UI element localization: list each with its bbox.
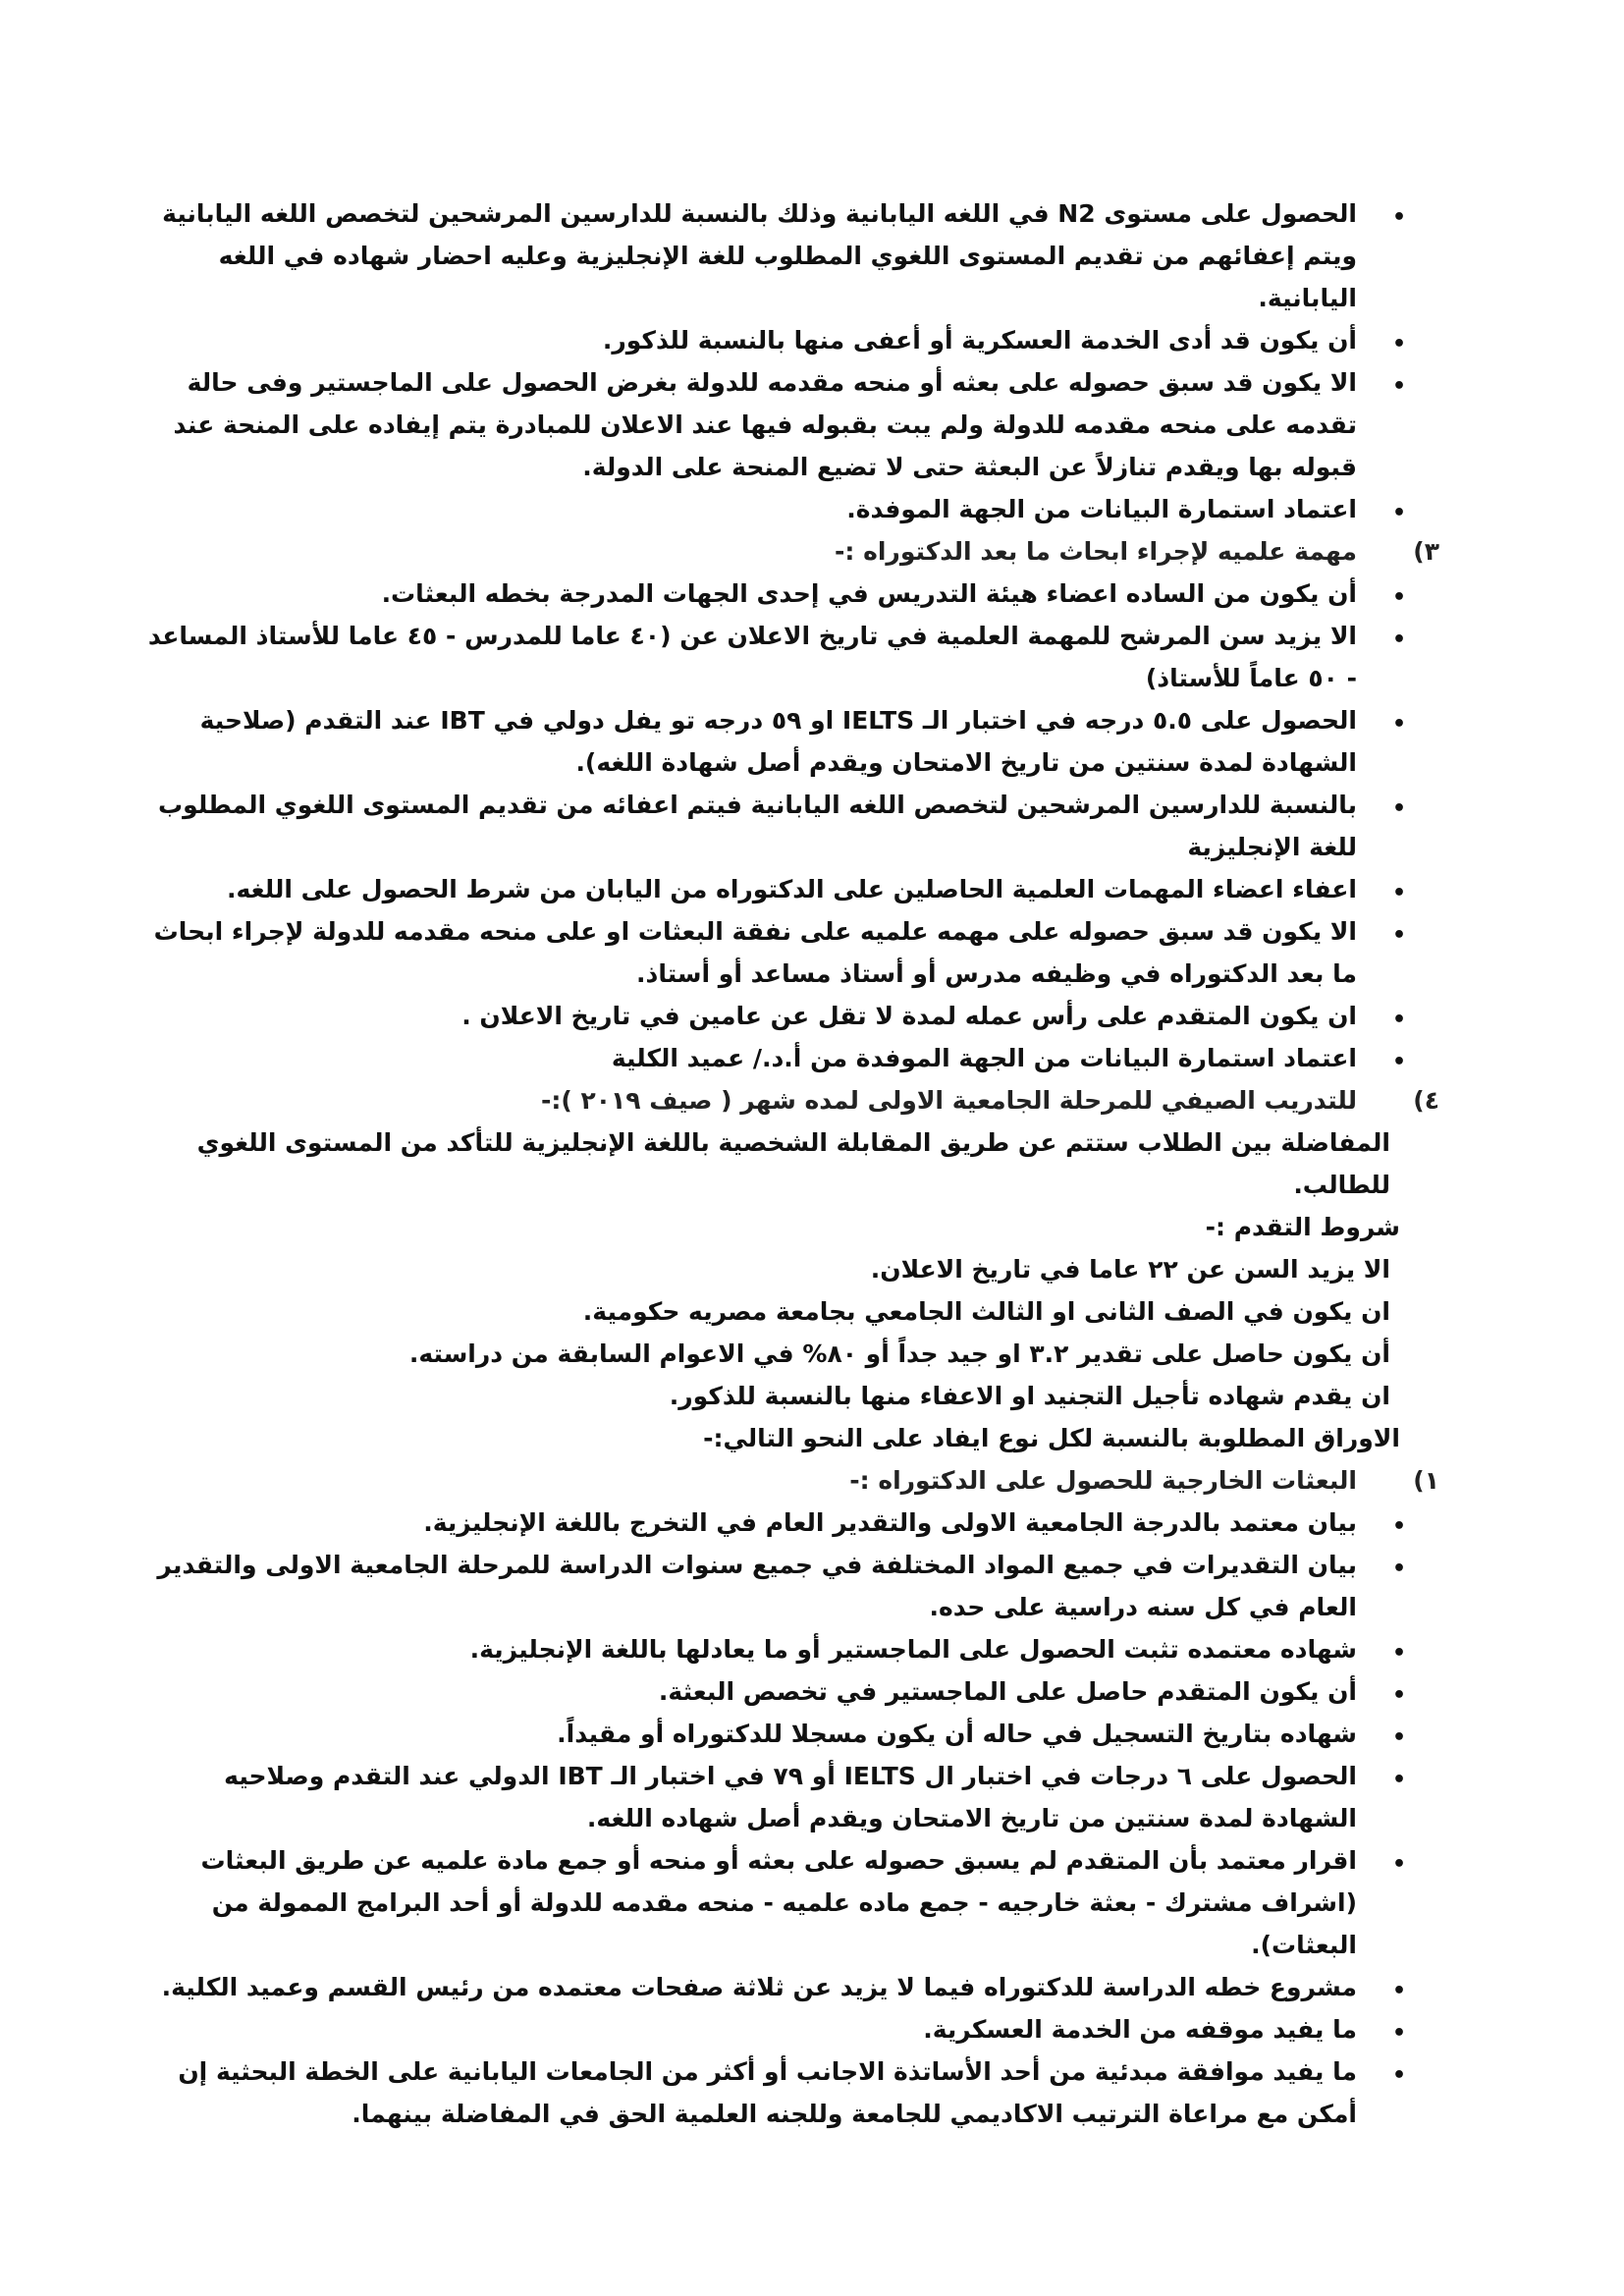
list-item: ان يكون في الصف الثانى او الثالث الجامعي بجامعة مصريه حكومية. [582, 1297, 1390, 1326]
list-item: • الا يكون قد سبق حصوله على مهمه علميه على نفقة البعثات او على منحه مقدمه للدولة لإجراء ابحاث ما بعد الدكتوراه في وظيفه مدرس أو أستاذ مساعد أو أستاذ. [147, 910, 1414, 995]
list-item: • الا يزيد سن المرشح للمهمة العلمية في تاريخ الاعلان عن (٤٠ عاما للمدرس - ٤٥ عاما للأستاذ المساعد - ٥٠ عاماً للأستاذ) [147, 615, 1414, 699]
section-number: ١) [1413, 1466, 1439, 1495]
list-item: • الحصول على مستوى N2 في اللغه اليابانية وذلك بالنسبة للدارسين المرشحين لتخصص اللغه اليابانية ويتم إعفائهم من تقديم المستوى اللغوي المطلوب للغة الإنجليزية وعليه احضار شهاده في اللغه اليابانية. [147, 192, 1414, 319]
section-title: للتدريب الصيفي للمرحلة الجامعية الاولى لمده شهر ( صيف ٢٠١٩ ):- [540, 1086, 1357, 1115]
list-item: • مشروع خطه الدراسة للدكتوراه فيما لا يزيد عن ثلاثة صفحات معتمده من رئيس القسم وعميد الكلية. [147, 1966, 1414, 2008]
list-item: • بيان التقديرات في جميع المواد المختلفة في جميع سنوات الدراسة للمرحلة الجامعية الاولى والتقدير العام في كل سنه دراسية على حده. [147, 1544, 1414, 1628]
papers-1-list [147, 1502, 1414, 2135]
requirements-list-continued [147, 192, 1414, 530]
list-item: الا يزيد السن عن ٢٢ عاما في تاريخ الاعلان. [870, 1255, 1390, 1284]
section-4-heading [147, 1079, 1439, 1121]
list-item: • الحصول على ٦ درجات في اختبار ال IELTS أو ٧٩ في اختبار الـ IBT الدولي عند التقدم وصلاحيه الشهادة لمدة سنتين من تاريخ الامتحان ويقدم أصل شهاده اللغه. [147, 1755, 1414, 1839]
section-3-heading [147, 530, 1439, 573]
list-item: • الحصول على ٥.٥ درجه في اختبار الـ IELTS او ٥٩ درجه تو يفل دولي في IBT عند التقدم (صلاحية الشهادة لمدة سنتين من تاريخ الامتحان ويقدم أصل شهادة اللغه). [147, 699, 1414, 784]
document-page [147, 192, 1439, 2135]
list-item: • ما يفيد موقفه من الخدمة العسكرية. [147, 2008, 1414, 2050]
list-item: • اقرار معتمد بأن المتقدم لم يسبق حصوله على بعثه أو منحه أو جمع مادة علميه عن طريق البعثات (اشراف مشترك - بعثة خارجيه - جمع ماده علميه - منحه مقدمه للدولة أو أحد البرامج الممولة من البعثات). [147, 1839, 1414, 1966]
list-item: • اعتماد استمارة البيانات من الجهة الموفدة من أ.د./ عميد الكلية [147, 1037, 1414, 1079]
section-number: ٣) [1413, 537, 1439, 566]
list-item: • شهاده معتمده تثبت الحصول على الماجستير أو ما يعادلها باللغة الإنجليزية. [147, 1628, 1414, 1670]
list-item: • أن يكون المتقدم حاصل على الماجستير في تخصص البعثة. [147, 1670, 1414, 1713]
list-item: • بالنسبة للدارسين المرشحين لتخصص اللغه اليابانية فيتم اعفائه من تقديم المستوى اللغوي المطلوب للغة الإنجليزية [147, 784, 1414, 868]
section-title: البعثات الخارجية للحصول على الدكتوراه :- [849, 1466, 1357, 1495]
list-item: • شهاده بتاريخ التسجيل في حاله أن يكون مسجلا للدكتوراه أو مقيداً. [147, 1713, 1414, 1755]
section-title: مهمة علميه لإجراء ابحاث ما بعد الدكتوراه :- [835, 537, 1357, 566]
list-item: • بيان معتمد بالدرجة الجامعية الاولى والتقدير العام في التخرج باللغة الإنجليزية. [147, 1502, 1414, 1544]
conditions-title: شروط التقدم :- [1205, 1213, 1400, 1241]
list-item: • اعفاء اعضاء المهمات العلمية الحاصلين على الدكتوراه من اليابان من شرط الحصول على اللغه. [147, 868, 1414, 910]
papers-1-heading [147, 1459, 1439, 1502]
list-item: • أن يكون قد أدى الخدمة العسكرية أو أعفى منها بالنسبة للذكور. [147, 319, 1414, 361]
papers-title: الاوراق المطلوبة بالنسبة لكل نوع ايفاد على النحو التالي:- [703, 1424, 1400, 1452]
list-item: • أن يكون من الساده اعضاء هيئة التدريس في إحدى الجهات المدرجة بخطه البعثات. [147, 573, 1414, 615]
list-item: • ان يكون المتقدم على رأس عمله لمدة لا تقل عن عامين في تاريخ الاعلان . [147, 995, 1414, 1037]
section-3-list [147, 573, 1414, 1079]
list-item: ان يقدم شهاده تأجيل التجنيد او الاعفاء منها بالنسبة للذكور. [669, 1382, 1390, 1410]
list-item: أن يكون حاصل على تقدير ٣.٢ او جيد جداً أو ٨٠% في الاعوام السابقة من دراسته. [408, 1339, 1390, 1368]
section-4-intro: المفاضلة بين الطلاب ستتم عن طريق المقابلة الشخصية باللغة الإنجليزية للتأكد من المستوى اللغوي للطالب. [196, 1128, 1390, 1199]
list-item: • الا يكون قد سبق حصوله على بعثه أو منحه مقدمه للدولة بغرض الحصول على الماجستير وفى حالة تقدمه على منحه مقدمه للدولة ولم يبت بقبوله فيها عند الاعلان للمبادرة يتم إيفاده على المنحة عند قبوله بها ويقدم تنازلاً عن البعثة حتى لا تضيع المنحة على الدولة. [147, 361, 1414, 488]
list-item: • ما يفيد موافقة مبدئية من أحد الأساتذة الاجانب أو أكثر من الجامعات اليابانية على الخطة البحثية إن أمكن مع مراعاة الترتيب الاكاديمي للجامعة وللجنه العلمية الحق في المفاضلة بينهما. [147, 2050, 1414, 2135]
conditions-list [147, 1248, 1414, 1417]
section-number: ٤) [1413, 1086, 1439, 1115]
list-item: • اعتماد استمارة البيانات من الجهة الموفدة. [147, 488, 1414, 530]
